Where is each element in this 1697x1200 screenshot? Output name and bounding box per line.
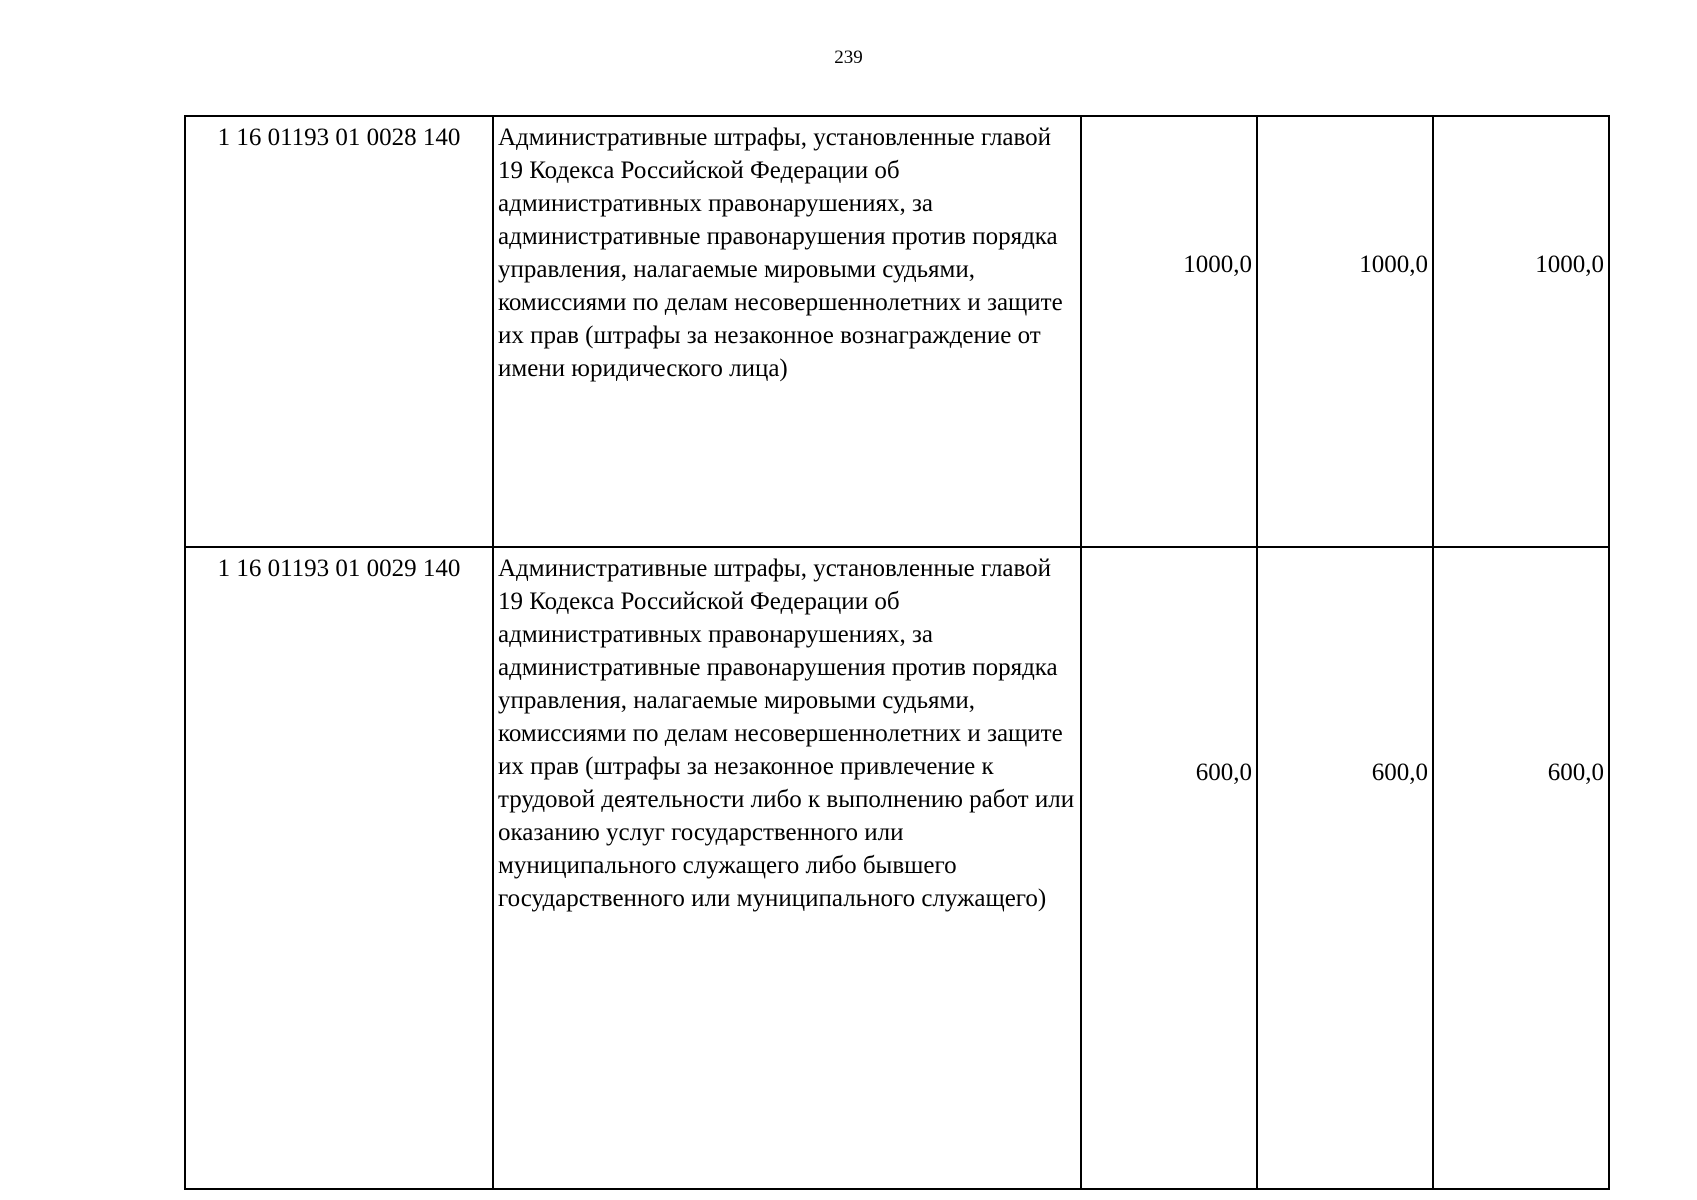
budget-code: 1 16 01193 01 0028 140 xyxy=(185,116,493,547)
amount-year-1: 1000,0 xyxy=(1081,116,1257,547)
amount-year-3: 600,0 xyxy=(1433,547,1609,1189)
budget-code: 1 16 01193 01 0029 140 xyxy=(185,547,493,1189)
revenue-description: Административные штрафы, установленные главой 19 Кодекса Российской Федерации об административных правонарушениях, за административные правонарушения против порядка управления, налагаемые мировыми судьями, комиссиями по делам несовершеннолетних и защите их прав (штрафы за незаконное вознаграждение от имени юридического лица) xyxy=(493,116,1081,547)
amount-year-3: 1000,0 xyxy=(1433,116,1609,547)
revenue-description: Административные штрафы, установленные главой 19 Кодекса Российской Федерации об административных правонарушениях, за административные правонарушения против порядка управления, налагаемые мировыми судьями, комиссиями по делам несовершеннолетних и защите их прав (штрафы за незаконное привлечение к трудовой деятельности либо к выполнению работ или оказанию услуг государственного или муниципального служащего либо бывшего государственного или муниципального служащего) xyxy=(493,547,1081,1189)
amount-year-2: 600,0 xyxy=(1257,547,1433,1189)
page-number: 239 xyxy=(834,47,863,68)
amount-year-1: 600,0 xyxy=(1081,547,1257,1189)
table-row xyxy=(185,116,1609,547)
budget-table xyxy=(184,115,1610,1190)
table-row xyxy=(185,547,1609,1189)
amount-year-2: 1000,0 xyxy=(1257,116,1433,547)
